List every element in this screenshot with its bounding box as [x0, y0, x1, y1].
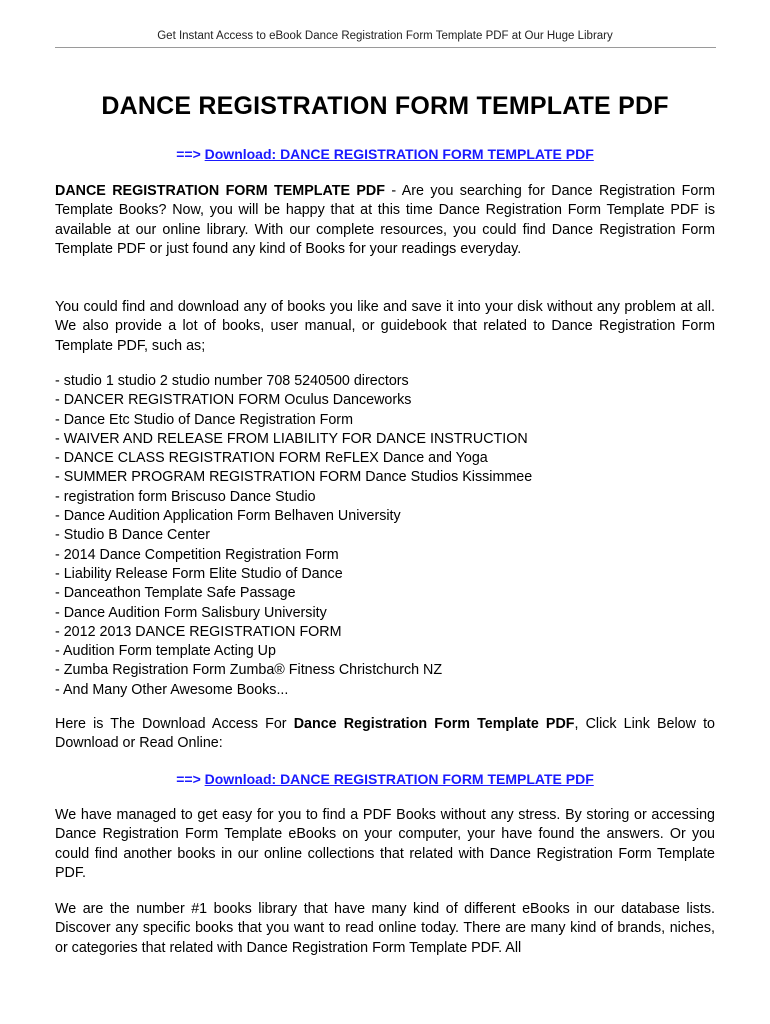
access-text-post: , Click Link Below to Download or Read Online:: [55, 716, 715, 752]
intro-paragraph: [55, 182, 715, 259]
book-list: [55, 372, 715, 700]
list-item: - SUMMER PROGRAM REGISTRATION FORM Dance Studios Kissimmee: [55, 468, 715, 487]
list-item: - And Many Other Awesome Books...: [55, 681, 715, 700]
list-item: - Dance Audition Form Salisbury University: [55, 604, 715, 623]
download-link-top[interactable]: Download: DANCE REGISTRATION FORM TEMPLATE PDF: [204, 146, 594, 162]
download-access-paragraph: [55, 715, 715, 754]
download-line-top: [0, 146, 770, 162]
list-item: - 2012 2013 DANCE REGISTRATION FORM: [55, 623, 715, 642]
list-item: - DANCE CLASS REGISTRATION FORM ReFLEX Dance and Yoga: [55, 449, 715, 468]
list-item: - 2014 Dance Competition Registration Form: [55, 546, 715, 565]
list-item: - DANCER REGISTRATION FORM Oculus Danceworks: [55, 391, 715, 410]
download-link-bottom[interactable]: Download: DANCE REGISTRATION FORM TEMPLATE PDF: [204, 771, 594, 787]
page-header: Get Instant Access to eBook Dance Registration Form Template PDF at Our Huge Library: [157, 30, 613, 42]
download-arrow: ==>: [176, 771, 201, 787]
intro-text: - Are you searching for Dance Registration Form Template Books? Now, you will be happy that at this time Dance Registration Form Template PDF is available at our online library. With our complete resources, you could find Dance Registration Form Template PDF or just found any kind of Books for your readings everyday.: [55, 183, 715, 257]
list-item: - Studio B Dance Center: [55, 526, 715, 545]
list-item: - Liability Release Form Elite Studio of Dance: [55, 565, 715, 584]
list-item: - Danceathon Template Safe Passage: [55, 584, 715, 603]
list-item: - Audition Form template Acting Up: [55, 642, 715, 661]
access-text-pre: Here is The Download Access For: [55, 716, 294, 732]
access-bold-title: Dance Registration Form Template PDF: [293, 716, 575, 732]
intro-bold-title: DANCE REGISTRATION FORM TEMPLATE PDF: [55, 183, 385, 199]
header-divider: [55, 47, 716, 48]
library-paragraph: We are the number #1 books library that have many kind of different eBooks in our database lists. Discover any specific books that you want to read online today. There are many kind of brands, niches, or categories that related with Dance Registration Form Template PDF. All: [55, 901, 715, 956]
page-title: DANCE REGISTRATION FORM TEMPLATE PDF: [101, 92, 669, 120]
list-item: - studio 1 studio 2 studio number 708 5240500 directors: [55, 372, 715, 391]
storage-paragraph: We have managed to get easy for you to find a PDF Books without any stress. By storing or accessing Dance Registration Form Template eBooks on your computer, your have found the answers. Or you could find another books in our online collections that related with Dance Registration Form Template PDF.: [55, 807, 715, 881]
download-arrow: ==>: [176, 146, 201, 162]
list-item: - registration form Briscuso Dance Studio: [55, 488, 715, 507]
list-item: - Zumba Registration Form Zumba® Fitness Christchurch NZ: [55, 661, 715, 680]
download-line-bottom: [0, 771, 770, 787]
list-item: - Dance Audition Application Form Belhaven University: [55, 507, 715, 526]
list-item: - Dance Etc Studio of Dance Registration Form: [55, 411, 715, 430]
list-item: - WAIVER AND RELEASE FROM LIABILITY FOR DANCE INSTRUCTION: [55, 430, 715, 449]
books-intro-paragraph: You could find and download any of books you like and save it into your disk without any problem at all. We also provide a lot of books, user manual, or guidebook that related to Dance Registration Form Template PDF, such as;: [55, 299, 715, 354]
